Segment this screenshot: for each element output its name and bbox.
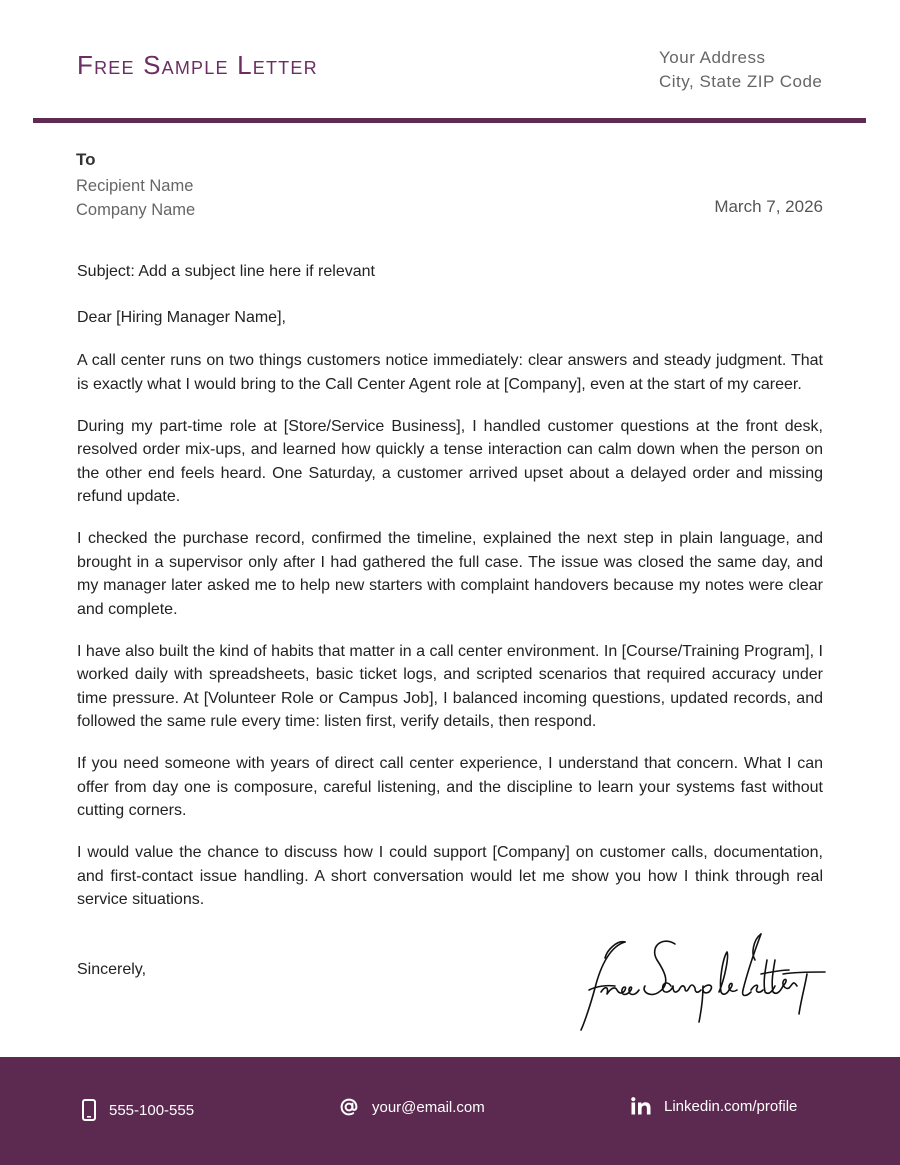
header-divider [33, 118, 866, 123]
salutation: Dear [Hiring Manager Name], [77, 309, 286, 326]
letter-body [77, 349, 823, 930]
brand-title: Free Sample Letter [77, 50, 318, 80]
at-sign-icon [339, 1097, 359, 1117]
linkedin-url: Linkedin.com/profile [664, 1097, 798, 1115]
body-paragraph-5: If you need someone with years of direct call center experience, I understand that concern. What I can offer from day one is composure, careful listening, and the discipline to learn your systems fast without cutting corners. [77, 755, 823, 819]
footer-linkedin [631, 1097, 797, 1115]
body-paragraph-2: During my part-time role at [Store/Service Business], I handled customer questions at the front desk, resolved order mix-ups, and learned how quickly a tense interaction can calm down when the person on the other end feels heard. One Saturday, a customer arrived upset about a delayed order and missing refund update. [77, 417, 823, 505]
body-paragraph-3: I checked the purchase record, confirmed the timeline, explained the next step in plain language, and brought in a supervisor only after I had gathered the full case. The issue was closed the same day, and my manager later asked me to help new starters with complaint handovers because my notes were clear and complete. [77, 530, 823, 618]
sender-address-line2: City, State ZIP Code [659, 72, 823, 91]
phone-icon [82, 1099, 96, 1121]
recipient-block [76, 174, 195, 222]
email-address: your@email.com [372, 1098, 485, 1116]
sender-address-line1: Your Address [659, 48, 766, 67]
body-paragraph-1: A call center runs on two things customers notice immediately: clear answers and steady judgment. That is exactly what I would bring to the Call Center Agent role at [Company], even at the start of my career. [77, 352, 823, 393]
closing: Sincerely, [77, 961, 147, 978]
letter-date: March 7, 2026 [714, 197, 823, 216]
to-label: To [76, 150, 96, 169]
body-paragraph-6: I would value the chance to discuss how I could support [Company] on customer calls, documentation, and first-contact issue handling. A short conversation would let me show you how I think through real service situations. [77, 844, 823, 908]
subject-line: Subject: Add a subject line here if relevant [77, 263, 375, 280]
footer-phone [82, 1099, 194, 1121]
signature-image [575, 930, 830, 1040]
body-paragraph-4: I have also built the kind of habits that matter in a call center environment. In [Course/Training Program], I worked daily with spreadsheets, basic ticket logs, and scripted scenarios that required accuracy under time pressure. At [Volunteer Role or Campus Job], I balanced incoming questions, updated records, and followed the same rule every time: listen first, verify details, then respond. [77, 642, 823, 730]
recipient-name: Recipient Name [76, 177, 194, 195]
sender-address [659, 46, 822, 94]
linkedin-icon [631, 1097, 651, 1115]
phone-number: 555-100-555 [109, 1101, 195, 1119]
recipient-company: Company Name [76, 201, 196, 219]
footer-email [339, 1097, 485, 1117]
